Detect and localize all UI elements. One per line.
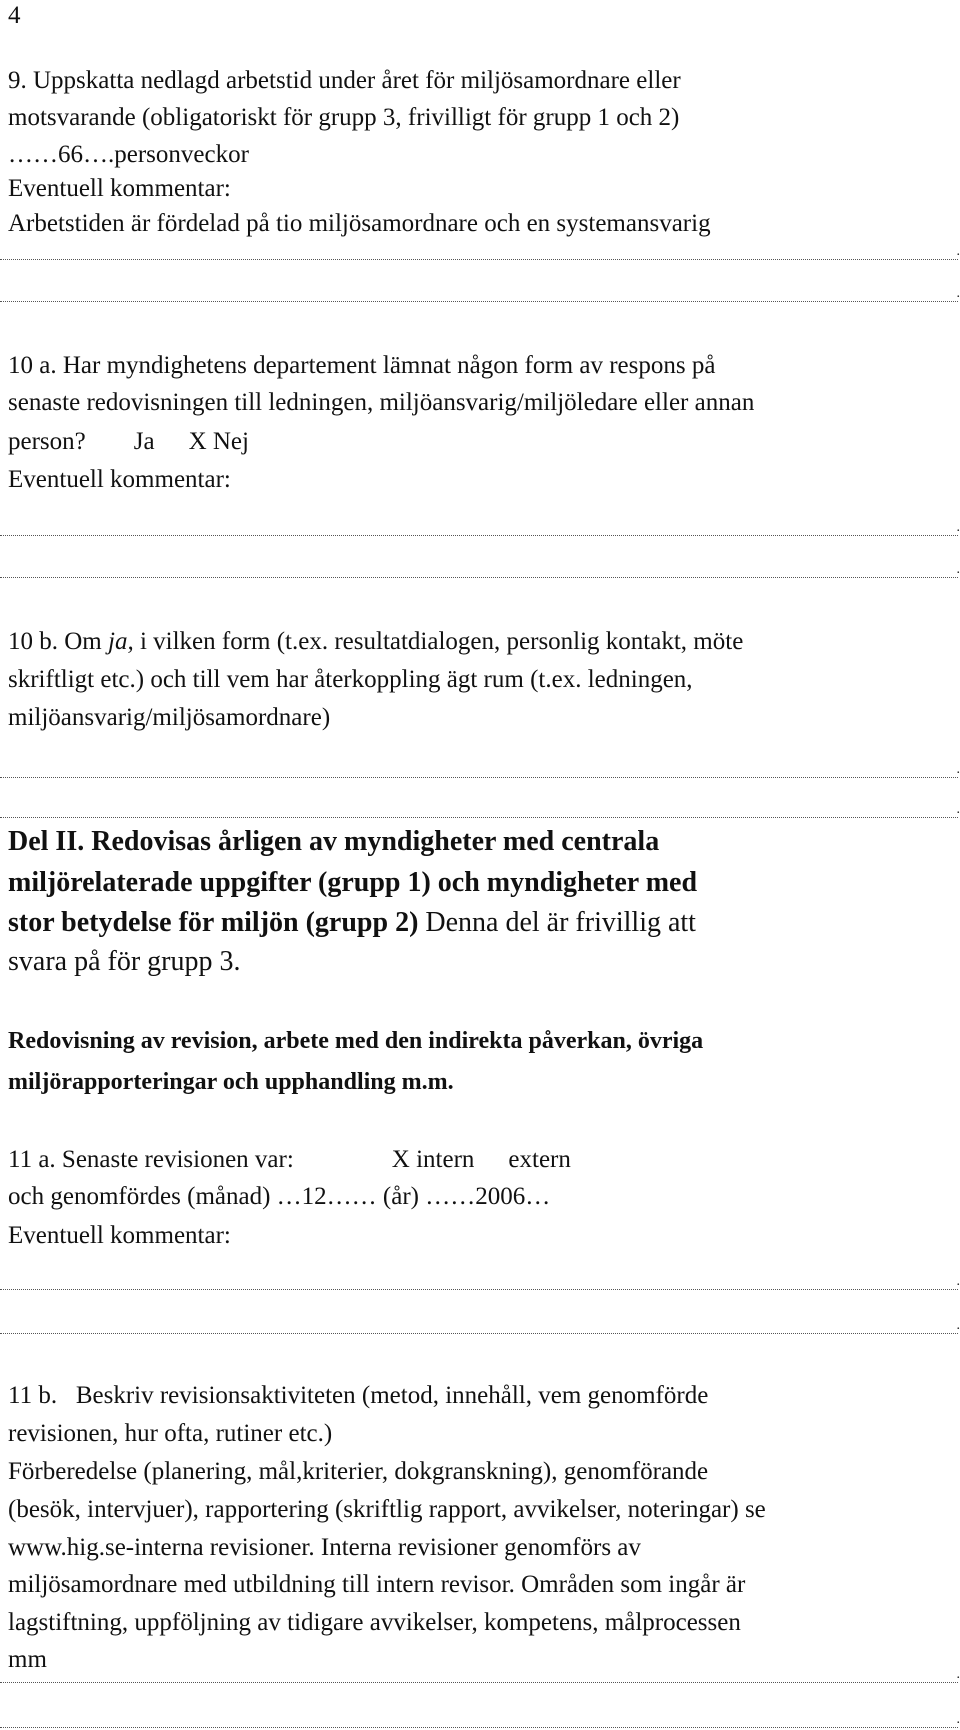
- answer-line: [0, 1682, 958, 1683]
- del2-rest: Denna del är frivillig att: [418, 907, 696, 938]
- q10a-line1: 10 a. Har myndighetens departement lämnat någon form av respons på: [8, 352, 716, 379]
- answer-line: [0, 535, 958, 536]
- q10b-ja: ja,: [108, 628, 134, 655]
- del2-heading-line2: miljörelaterade uppgifter (grupp 1) och myndigheter med: [8, 867, 698, 898]
- q11b-answer-line5: lagstiftning, uppföljning av tidigare avvikelser, kompetens, målprocessen: [8, 1609, 741, 1636]
- del2-heading-line4: svara på för grupp 3.: [8, 946, 241, 977]
- q11a-option-extern: extern: [508, 1146, 571, 1173]
- q11b-line1: 11 b. Beskriv revisionsaktiviteten (metod, innehåll, vem genomförde: [8, 1382, 709, 1409]
- q9-comment-label: Eventuell kommentar:: [8, 175, 231, 202]
- subheading-line1: Redovisning av revision, arbete med den indirekta påverkan, övriga: [8, 1028, 704, 1054]
- q11b-line2: revisionen, hur ofta, rutiner etc.): [8, 1420, 333, 1447]
- q11a-comment-label: Eventuell kommentar:: [8, 1222, 231, 1249]
- answer-line: [0, 301, 958, 302]
- q10b-line3: miljöansvarig/miljösamordnare): [8, 704, 331, 731]
- q10a-option-nej: X Nej: [188, 428, 249, 455]
- q9-comment: Arbetstiden är fördelad på tio miljösamordnare och en systemansvarig: [8, 210, 711, 237]
- answer-line: [0, 1333, 958, 1334]
- q10b-rest: i vilken form (t.ex. resultatdialogen, personlig kontakt, möte: [133, 628, 744, 655]
- q10a-comment-label: Eventuell kommentar:: [8, 466, 231, 493]
- q9-answer-personveckor: ……66….personveckor: [8, 141, 249, 168]
- del2-bold: stor betydelse för miljön (grupp 2): [8, 907, 419, 938]
- q11a-option-intern: X intern: [391, 1146, 475, 1173]
- answer-line: [0, 1289, 958, 1290]
- q11b-answer-line1: Förberedelse (planering, mål,kriterier, dokgranskning), genomförande: [8, 1458, 709, 1485]
- del2-heading-line3: [8, 909, 696, 937]
- answer-line: [0, 1727, 958, 1728]
- page-number: 4: [8, 2, 21, 29]
- q10a-line3: [8, 428, 249, 456]
- q11b-answer-line4: miljösamordnare med utbildning till intern revisor. Områden som ingår är: [8, 1571, 746, 1598]
- answer-line: [0, 817, 958, 818]
- answer-line: [0, 259, 958, 260]
- q11b-answer-line2: (besök, intervjuer), rapportering (skriftlig rapport, avvikelser, noteringar) se: [8, 1496, 766, 1523]
- q9-line1: 9. Uppskatta nedlagd arbetstid under året för miljösamordnare eller: [8, 67, 681, 94]
- q11a-line2: och genomfördes (månad) …12…… (år) ……2006…: [8, 1183, 551, 1210]
- answer-line: [0, 577, 958, 578]
- q11b-answer-line3: www.hig.se-interna revisioner. Interna revisioner genomförs av: [8, 1534, 641, 1561]
- q10a-option-ja: Ja: [133, 428, 155, 455]
- q11a-label: 11 a. Senaste revisionen var:: [8, 1146, 294, 1173]
- q10b-line1: [8, 628, 743, 656]
- q11b-answer-line6: mm: [8, 1646, 47, 1673]
- subheading-line2: miljörapporteringar och upphandling m.m.: [8, 1069, 454, 1095]
- q11a-line1: [8, 1146, 571, 1174]
- q9-line2: motsvarande (obligatoriskt för grupp 3, frivilligt för grupp 1 och 2): [8, 104, 680, 131]
- q10a-question-end: person?: [8, 428, 86, 455]
- q10b-line2: skriftligt etc.) och till vem har återkoppling ägt rum (t.ex. ledningen,: [8, 666, 693, 693]
- del2-heading-line1: Del II. Redovisas årligen av myndigheter med centrala: [8, 826, 660, 857]
- answer-line: [0, 777, 958, 778]
- q10b-prefix: 10 b. Om: [8, 628, 108, 655]
- q10a-line2: senaste redovisningen till ledningen, miljöansvarig/miljöledare eller annan: [8, 389, 755, 416]
